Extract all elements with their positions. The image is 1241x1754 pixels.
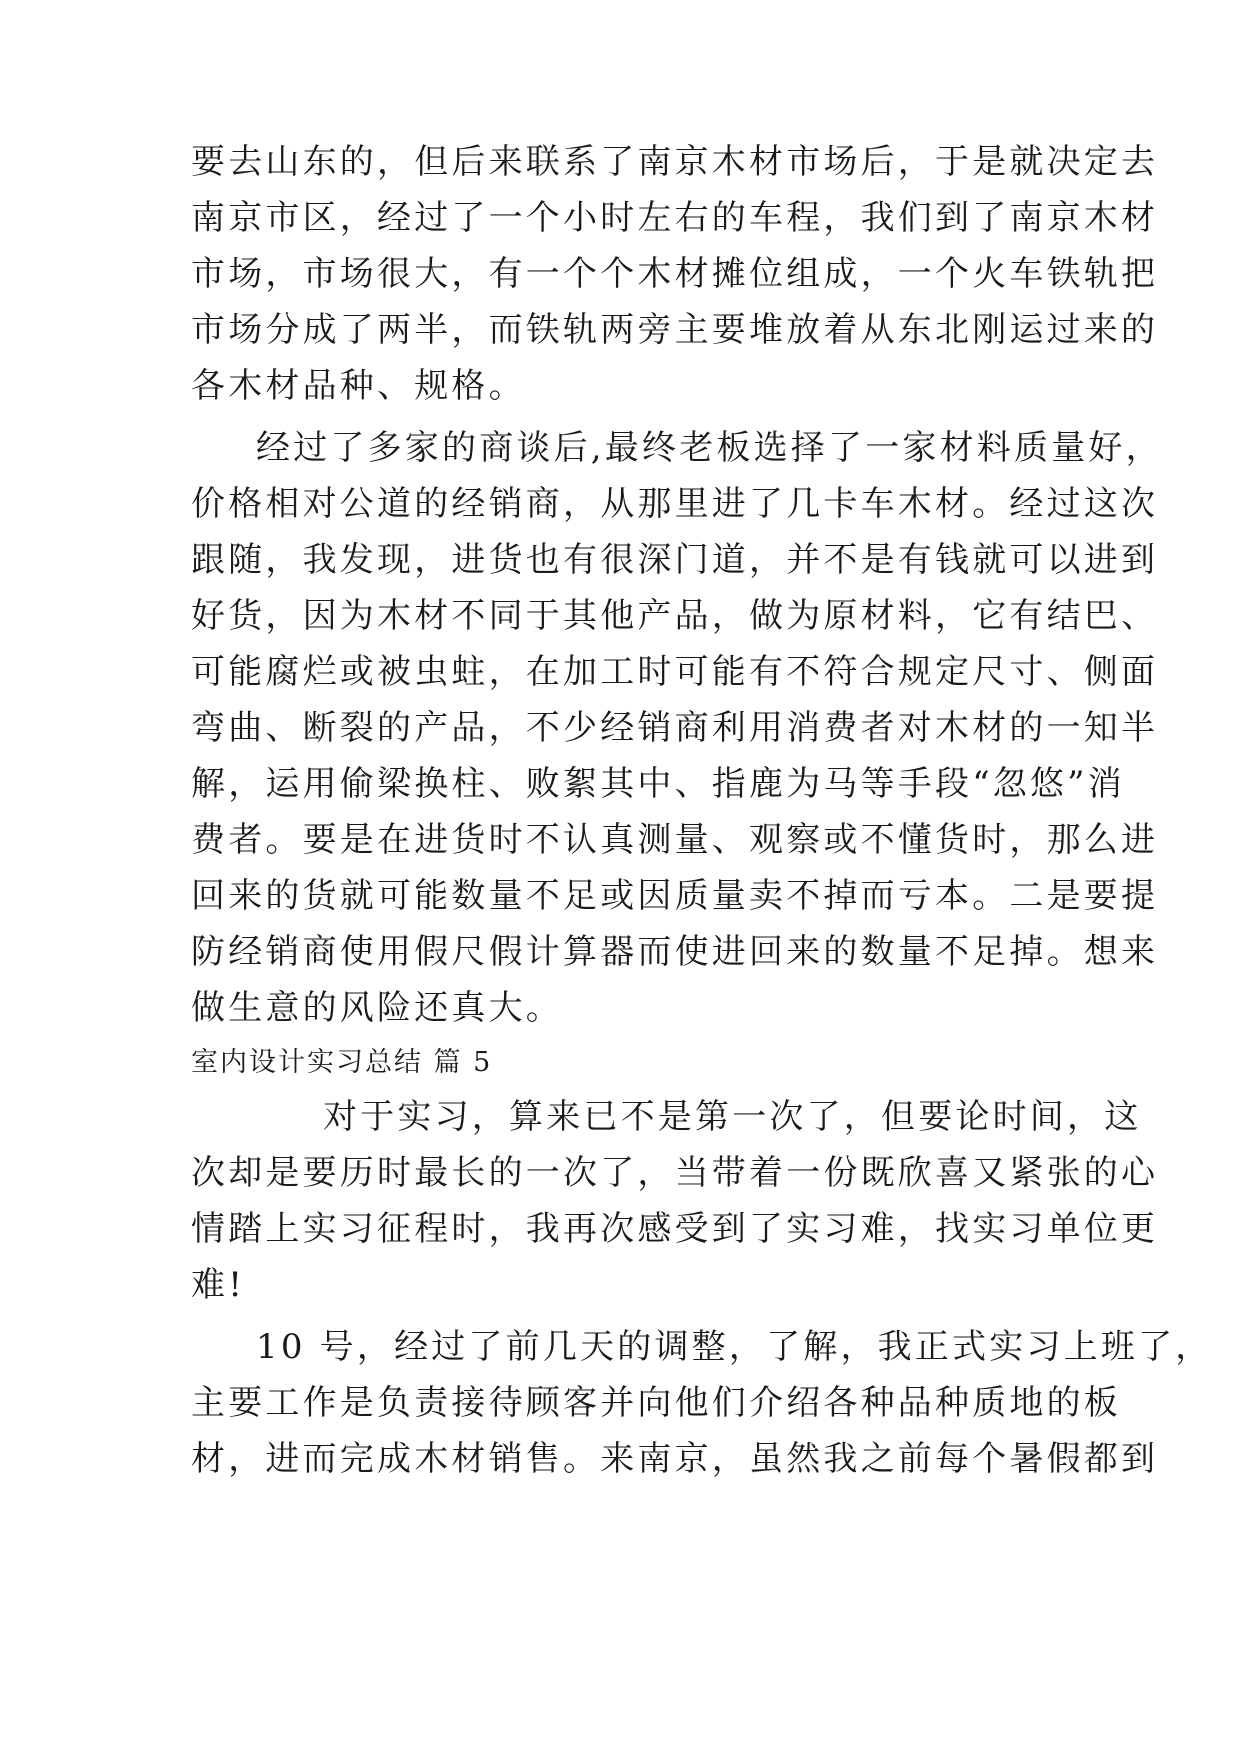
paragraph-line: 主要工作是负责接待顾客并向他们介绍各种品种质地的板 <box>191 1383 1121 1423</box>
paragraph-line: 回来的货就可能数量不足或因质量卖不掉而亏本。二是要提 <box>191 876 1159 916</box>
paragraph-line: 经过了多家的商谈后,最终老板选择了一家材料质量好， <box>256 428 1163 468</box>
paragraph-line: 次却是要历时最长的一次了，当带着一份既欣喜又紧张的心 <box>191 1153 1159 1193</box>
paragraph-line: 解，运用偷梁换柱、败絮其中、指鹿为马等手段“忽悠”消 <box>191 764 1125 804</box>
paragraph-line: 市场分成了两半，而铁轨两旁主要堆放着从东北刚运过来的 <box>191 310 1159 350</box>
paragraph-line: 可能腐烂或被虫蛀，在加工时可能有不符合规定尺寸、侧面 <box>191 652 1159 692</box>
paragraph-line: 难! <box>191 1265 246 1305</box>
paragraph-line: 要去山东的，但后来联系了南京木材市场后，于是就决定去 <box>191 142 1159 182</box>
paragraph-line: 对于实习，算来已不是第一次了，但要论时间，这 <box>323 1097 1142 1137</box>
paragraph-line: 弯曲、断裂的产品，不少经销商利用消费者对木材的一知半 <box>191 708 1159 748</box>
paragraph-line: 各木材品种、规格。 <box>191 366 526 406</box>
paragraph-line: 做生意的风险还真大。 <box>191 988 563 1028</box>
paragraph-line: 费者。要是在进货时不认真测量、观察或不懂货时，那么进 <box>191 820 1159 860</box>
section-heading: 室内设计实习总结 篇 5 <box>191 1047 493 1078</box>
paragraph-line: 情踏上实习征程时，我再次感受到了实习难，找实习单位更 <box>191 1209 1159 1249</box>
paragraph-line: 南京市区，经过了一个小时左右的车程，我们到了南京木材 <box>191 198 1159 238</box>
paragraph-line: 价格相对公道的经销商，从那里进了几卡车木材。经过这次 <box>191 484 1159 524</box>
paragraph-line: 跟随，我发现，进货也有很深门道，并不是有钱就可以进到 <box>191 540 1159 580</box>
paragraph-line: 防经销商使用假尺假计算器而使进回来的数量不足掉。想来 <box>191 932 1159 972</box>
paragraph-line: 好货，因为木材不同于其他产品，做为原材料，它有结巴、 <box>191 596 1159 636</box>
paragraph-line: 10 号，经过了前几天的调整，了解，我正式实习上班了， <box>256 1327 1213 1367</box>
paragraph-line: 市场，市场很大，有一个个木材摊位组成，一个火车铁轨把 <box>191 254 1159 294</box>
paragraph-line: 材，进而完成木材销售。来南京，虽然我之前每个暑假都到 <box>191 1439 1159 1479</box>
